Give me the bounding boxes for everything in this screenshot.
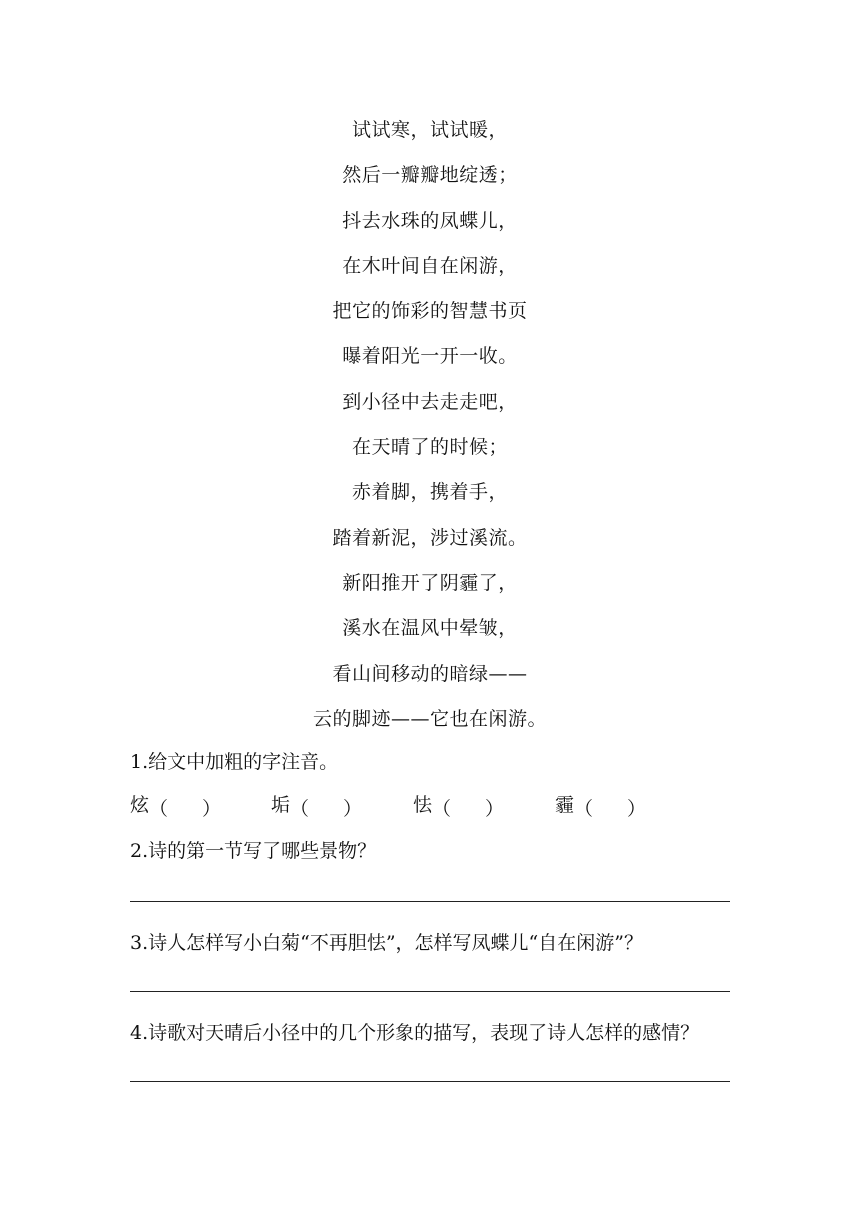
pinyin-blank[interactable] xyxy=(432,794,532,820)
paren-open: （ xyxy=(432,798,452,820)
target-character: 垢 xyxy=(271,794,291,816)
poem-line: 然后一瓣瓣地绽透； xyxy=(342,164,518,187)
question-1: 1.给文中加粗的字注音。 xyxy=(130,751,339,773)
paren-close: ） xyxy=(485,798,505,820)
answer-line[interactable] xyxy=(130,1081,730,1082)
poem-line: 在天晴了的时候； xyxy=(351,436,508,459)
pinyin-item xyxy=(413,790,532,820)
pinyin-item xyxy=(130,790,249,820)
poem-line: 在木叶间自在闲游， xyxy=(342,254,518,277)
pinyin-answer-row xyxy=(0,790,860,818)
answer-line[interactable] xyxy=(130,901,730,902)
paren-close: ） xyxy=(202,798,222,820)
pinyin-blank[interactable] xyxy=(290,794,390,820)
poem-line: 云的脚迹——它也在闲游。 xyxy=(312,707,547,730)
paren-open: （ xyxy=(149,798,169,820)
poem-line: 赤着脚，携着手， xyxy=(351,481,508,504)
question-2: 2.诗的第一节写了哪些景物？ xyxy=(130,840,377,862)
pinyin-item xyxy=(271,790,390,820)
paren-close: ） xyxy=(627,798,647,820)
poem-line: 看山间移动的暗绿—— xyxy=(332,662,528,685)
pinyin-item xyxy=(555,790,674,820)
paren-close: ） xyxy=(343,798,363,820)
poem-line: 抖去水珠的凤蝶儿， xyxy=(342,209,518,232)
question-4: 4.诗歌对天晴后小径中的几个形象的描写，表现了诗人怎样的感情？ xyxy=(130,1022,700,1044)
answer-line[interactable] xyxy=(130,991,730,992)
poem-line: 把它的饰彩的智慧书页 xyxy=(332,300,528,323)
poem-line: 溪水在温风中晕皱， xyxy=(342,617,518,640)
pinyin-blank[interactable] xyxy=(149,794,249,820)
poem-text xyxy=(0,108,860,742)
paren-open: （ xyxy=(290,798,310,820)
target-character: 霾 xyxy=(555,794,575,816)
paren-open: （ xyxy=(574,798,594,820)
target-character: 炫 xyxy=(130,794,150,816)
pinyin-blank[interactable] xyxy=(574,794,674,820)
poem-line: 新阳推开了阴霾了， xyxy=(342,571,518,594)
poem-line: 踏着新泥，涉过溪流。 xyxy=(332,526,528,549)
poem-line: 试试寒，试试暖， xyxy=(351,119,508,141)
poem-line: 曝着阳光一开一收。 xyxy=(342,345,518,368)
target-character: 怯 xyxy=(413,794,433,816)
question-3: 3.诗人怎样写小白菊“不再胆怯”，怎样写凤蝶儿“自在闲游”？ xyxy=(130,932,643,954)
poem-line: 到小径中去走走吧， xyxy=(342,390,518,413)
